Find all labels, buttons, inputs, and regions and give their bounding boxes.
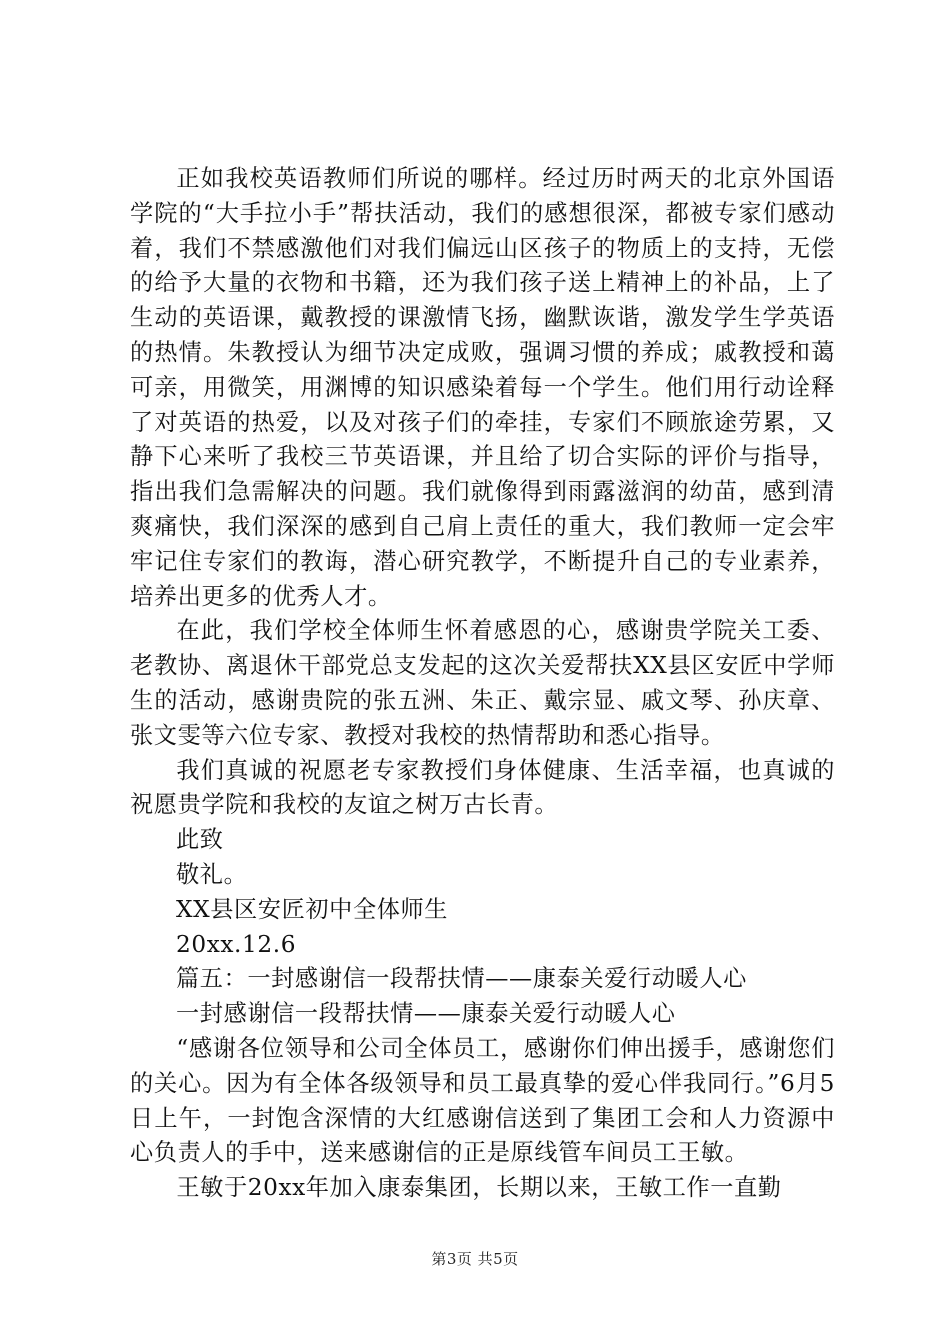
document-body xyxy=(130,162,835,1206)
paragraph-wishes: 我们真诚的祝愿老专家教授们身体健康、生活幸福，也真诚的祝愿贵学院和我校的友谊之树万古长青。 xyxy=(130,756,835,819)
paragraph-gratitude-activity: 正如我校英语教师们所说的哪样。经过历时两天的北京外国语学院的“大手拉小手”帮扶活动，我们的感想很深，都被专家们感动着，我们不禁感激他们对我们偏远山区孩子的物质上的支持，无偿的给予大量的衣物和书籍，还为我们孩子送上精神上的补品，上了生动的英语课，戴教授的课激情飞扬，幽默诙谐，激发学生学英语的热情。朱教授认为细节决定成败，强调习惯的养成；戚教授和蔼可亲，用微笑，用渊博的知识感染着每一个学生。他们用行动诠释了对英语的热爱，以及对孩子们的牵挂，专家们不顾旅途劳累，又静下心来听了我校三节英语课，并且给了切合实际的评价与指导，指出我们急需解决的问题。我们就像得到雨露滋润的幼苗，感到清爽痛快，我们深深的感到自己肩上责任的重大，我们教师一定会牢牢记住专家们的教诲，潜心研究教学，不断提升自己的专业素养，培养出更多的优秀人才。 xyxy=(130,165,835,610)
paragraph-quote: “感谢各位领导和公司全体员工，感谢你们伸出援手，感谢您们的关心。因为有全体各级领导和员工最真挚的爱心伴我同行。”6月5日上午，一封饱含深情的大红感谢信送到了集团工会和人力资源中心负责人的手中，送来感谢信的正是原线管车间员工王敏。 xyxy=(130,1034,835,1167)
signature-date: 20xx.12.6 xyxy=(176,930,297,958)
section-title: 一封感谢信一段帮扶情——康泰关爱行动暖人心 xyxy=(176,1000,676,1028)
paragraph-thanks-experts: 在此，我们学校全体师生怀着感恩的心，感谢贵学院关工委、老教协、离退休干部党总支发起的这次关爱帮扶XX县区安匠中学师生的活动，感谢贵院的张五洲、朱正、戴宗显、戚文琴、孙庆章、张文雯等六位专家、教授对我校的热情帮助和悉心指导。 xyxy=(130,617,835,749)
paragraph-wangmin: 王敏于20xx年加入康泰集团，长期以来，王敏工作一直勤 xyxy=(176,1174,782,1202)
section-heading: 篇五：一封感谢信一段帮扶情——康泰关爱行动暖人心 xyxy=(176,965,747,993)
page-number-footer: 第3页 共5页 xyxy=(431,1250,519,1268)
closing-salutation: 此致 xyxy=(176,826,224,854)
closing-regards: 敬礼。 xyxy=(176,860,248,888)
signature-sender: XX县区安匠初中全体师生 xyxy=(176,895,449,923)
